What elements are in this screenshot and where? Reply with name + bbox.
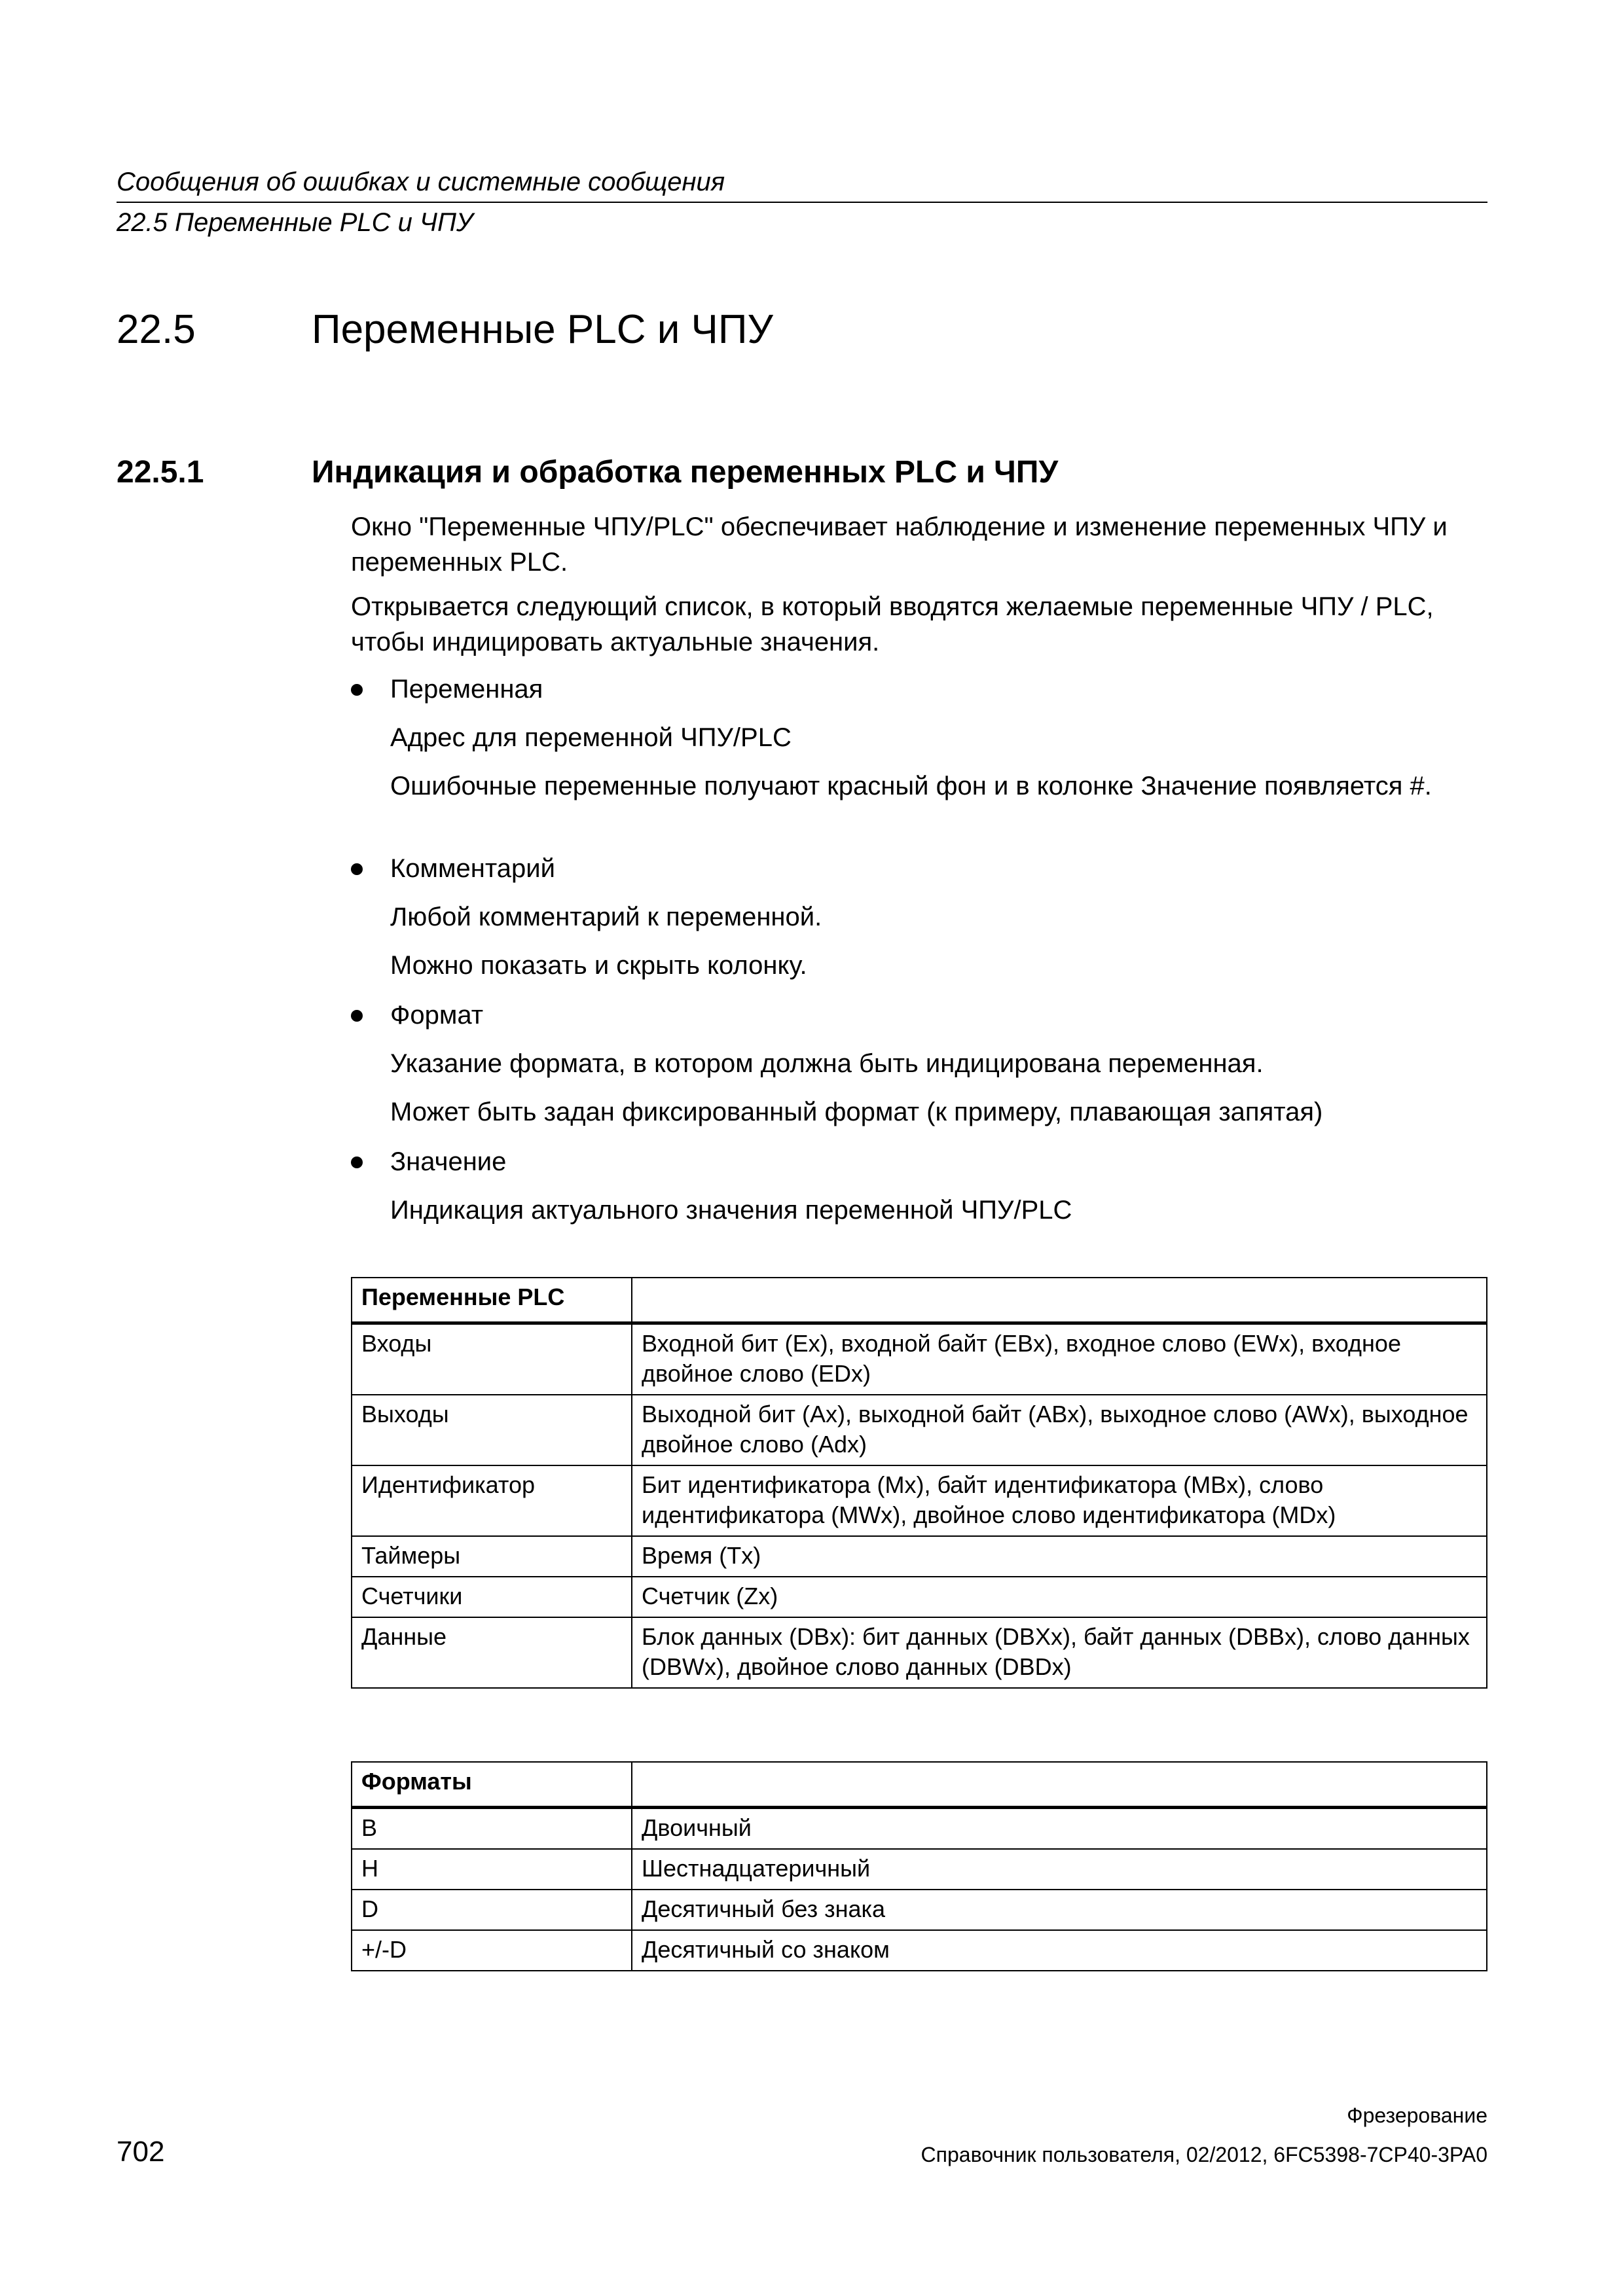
bullet-description: Любой комментарий к переменной. xyxy=(390,903,822,931)
subsection-number: 22.5.1 xyxy=(117,455,204,490)
running-header-chapter: Сообщения об ошибках и системные сообщения xyxy=(117,168,725,196)
table-header-row xyxy=(352,1762,1487,1808)
bullet-term: Значение xyxy=(390,1147,507,1176)
bullet-description: Указание формата, в котором должна быть индицирована переменная. xyxy=(390,1049,1264,1078)
table-row xyxy=(352,1536,1487,1577)
page-number: 702 xyxy=(117,2136,165,2168)
bullet-term: Комментарий xyxy=(390,854,555,883)
table-cell: B xyxy=(352,1808,632,1850)
table-cell: Счетчики xyxy=(352,1577,632,1617)
table-cell: Данные xyxy=(352,1617,632,1688)
bullet-description: Индикация актуального значения переменной ЧПУ/PLC xyxy=(390,1196,1072,1225)
intro-paragraph: Окно "Переменные ЧПУ/PLC" обеспечивает наблюдение и изменение переменных ЧПУ и переменных PLC. xyxy=(351,512,1448,577)
table-cell: D xyxy=(352,1890,632,1930)
bullet-term: Формат xyxy=(390,1001,484,1030)
table-cell: Выходы xyxy=(352,1395,632,1465)
bullet-icon xyxy=(351,1010,363,1022)
table-cell: H xyxy=(352,1849,632,1890)
table-header-cell: Форматы xyxy=(352,1762,632,1808)
table-cell: +/-D xyxy=(352,1930,632,1971)
table-row xyxy=(352,1930,1487,1971)
bullet-icon xyxy=(351,684,363,696)
table-cell: Шестнадцатеричный xyxy=(632,1849,1487,1890)
bullet-description: Можно показать и скрыть колонку. xyxy=(390,951,807,980)
table-cell: Таймеры xyxy=(352,1536,632,1577)
bullet-term: Переменная xyxy=(390,675,543,704)
subsection-title: Индикация и обработка переменных PLC и ЧПУ xyxy=(312,455,1059,490)
footer-manual: Справочник пользователя, 02/2012, 6FC5398-7CP40-3PA0 xyxy=(921,2143,1487,2166)
table-cell: Двоичный xyxy=(632,1808,1487,1850)
table-cell: Десятичный без знака xyxy=(632,1890,1487,1930)
bullet-description: Ошибочные переменные получают красный фон и в колонке Значение появляется #. xyxy=(390,772,1432,800)
table-row xyxy=(352,1808,1487,1850)
bullet-icon xyxy=(351,863,363,875)
table-row xyxy=(352,1395,1487,1465)
table-cell: Бит идентификатора (Mx), байт идентификатора (MBx), слово идентификатора (MWx), двойное слово идентификатора (MDx) xyxy=(632,1465,1487,1536)
table-row xyxy=(352,1465,1487,1536)
formats-table xyxy=(351,1761,1487,1971)
bullet-icon xyxy=(351,1157,363,1168)
table-cell: Время (Tx) xyxy=(632,1536,1487,1577)
table-cell: Блок данных (DBx): бит данных (DBXx), байт данных (DBBx), слово данных (DBWx), двойное слово данных (DBDx) xyxy=(632,1617,1487,1688)
table-row xyxy=(352,1577,1487,1617)
table-cell: Выходной бит (Ax), выходной байт (ABx), выходное слово (AWx), выходное двойное слово (Adx) xyxy=(632,1395,1487,1465)
table-cell: Входной бит (Ex), входной байт (EBx), входное слово (EWx), входное двойное слово (EDx) xyxy=(632,1323,1487,1395)
table-header-cell: Переменные PLC xyxy=(352,1278,632,1323)
table-row xyxy=(352,1323,1487,1395)
section-title: Переменные PLC и ЧПУ xyxy=(312,307,773,352)
table-cell: Идентификатор xyxy=(352,1465,632,1536)
table-cell: Десятичный со знаком xyxy=(632,1930,1487,1971)
table-row xyxy=(352,1617,1487,1688)
table-cell: Счетчик (Zx) xyxy=(632,1577,1487,1617)
intro-paragraph: Открывается следующий список, в который вводятся желаемые переменные ЧПУ / PLC, чтобы индицировать актуальные значения. xyxy=(351,592,1434,656)
footer-product: Фрезерование xyxy=(1347,2104,1487,2127)
table-row xyxy=(352,1849,1487,1890)
running-header-section: 22.5 Переменные PLC и ЧПУ xyxy=(117,208,473,237)
table-header-cell xyxy=(632,1278,1487,1323)
table-cell: Входы xyxy=(352,1323,632,1395)
header-rule xyxy=(117,202,1487,203)
bullet-description: Адрес для переменной ЧПУ/PLC xyxy=(390,723,792,752)
table-header-cell xyxy=(632,1762,1487,1808)
section-number: 22.5 xyxy=(117,307,196,352)
bullet-description: Может быть задан фиксированный формат (к примеру, плавающая запятая) xyxy=(390,1098,1323,1126)
table-header-row xyxy=(352,1278,1487,1323)
plc-variables-table xyxy=(351,1277,1487,1689)
table-row xyxy=(352,1890,1487,1930)
